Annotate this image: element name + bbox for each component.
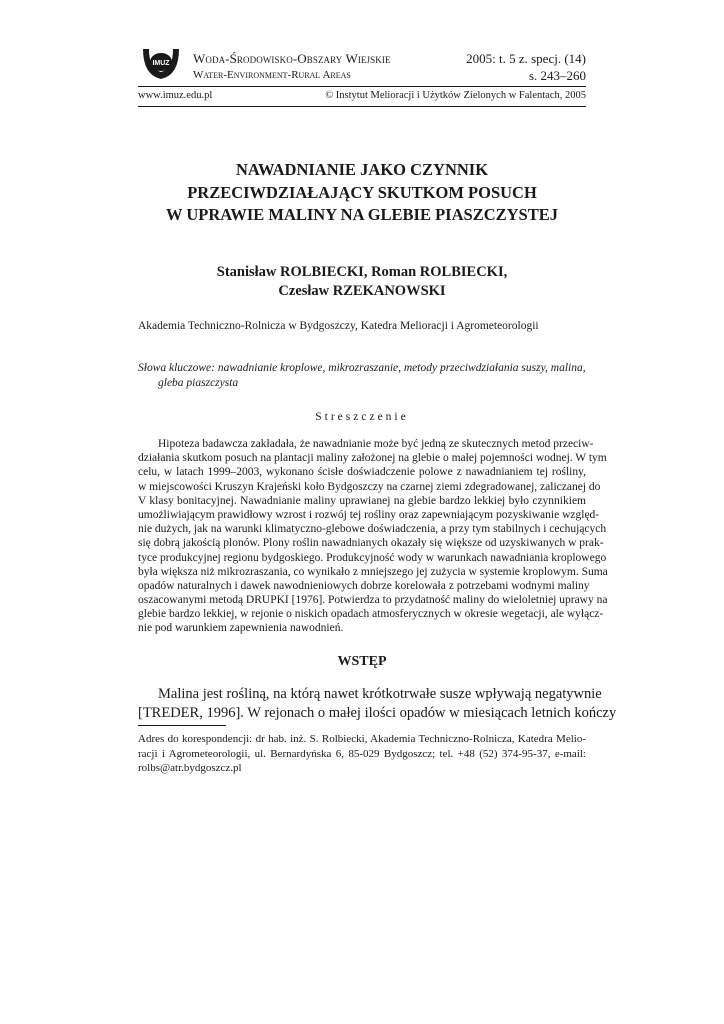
abstract-line: glebie bardzo lekkiej, w rejonie o niskich opadach atmosferycznych w okresie wegetacji, ale wyłącz- (138, 608, 604, 621)
abstract-line: Hipoteza badawcza zakładała, że nawadnianie może być jedną ze skutecznych metod przeciw- (158, 438, 594, 450)
article-title (138, 159, 586, 227)
abstract-line: nie pod warunkiem zapewnienia nawodnień. (138, 622, 344, 635)
keywords-line: gleba piaszczysta (158, 376, 239, 389)
copyright-notice: © Instytut Melioracji i Użytków Zielonych w Falentach, 2005 (325, 90, 586, 101)
abstract-line: w miejscowości Kruszyn Krajeński koło Bydgoszczy na czarnej ziemi zdegradowanej, zaliczanej do (138, 480, 601, 493)
intro-line: Malina jest rośliną, na którą nawet krótkotrwałe susze wpływają negatywnie (158, 686, 602, 702)
journal-title-polish: Woda-Środowisko-Obszary Wiejskie (193, 51, 391, 66)
title-line: W UPRAWIE MALINY NA GLEBIE PIASZCZYSTEJ (166, 205, 558, 224)
abstract-line: V klasy bonitacyjnej. Nawadnianie maliny uprawianej na glebie bardzo lekkiej było czynnikiem (138, 494, 586, 507)
abstract-line: tyce produkcyjnej regionu bydgoskiego. Produkcyjność wody w warunkach nawadniania kroplowego (138, 551, 607, 564)
intro-line: [TREDER, 1996]. W rejonach o małej ilości opadów w miesiącach letnich kończy (138, 705, 617, 721)
title-line: NAWADNIANIE JAKO CZYNNIK (235, 160, 489, 179)
authors-line: Czesław RZEKANOWSKI (278, 282, 446, 299)
abstract-line: oszacowanymi metodą DRUPKI [1976]. Potwierdza to przydatność maliny do wieloletniej uprawy na (138, 594, 608, 607)
affiliation: Akademia Techniczno-Rolnicza w Bydgoszczy, Katedra Melioracji i Agrometeorologii (138, 320, 539, 332)
abstract-line: była większa niż mikrozraszania, co wynikało z mniejszego jej zużycia w systemie kroplowym. Suma (138, 565, 608, 578)
journal-title-english: Water-Environment-Rural Areas (193, 69, 351, 81)
imuz-logo-icon (139, 45, 183, 83)
abstract-line: się dobrą jakością plonów. Plony roślin nawadnianych okazały się większe od uzyskiwanych w prak- (138, 537, 604, 550)
correspondence-footnote (138, 732, 586, 776)
footnote-line: Adres do korespondencji: dr hab. inż. S. Rolbiecki, Akademia Techniczno-Rolnicza, Katedra Melio- (138, 733, 586, 745)
intro-paragraph (138, 685, 617, 723)
keywords (138, 361, 586, 390)
footnote-rule (138, 725, 226, 726)
abstract-line: opadów naturalnych i dawek nawodnieniowych dobrze korelowała z potrzebami wodnymi maliny (138, 579, 590, 592)
abstract-heading: Streszczenie (315, 411, 409, 423)
issue-info: 2005: t. 5 z. specj. (14) (466, 51, 586, 66)
section-heading-intro: WSTĘP (337, 654, 387, 669)
authors (138, 263, 586, 300)
abstract-line: celu, w latach 1999–2003, wykonano ścisłe doświadczenie polowe z nawadnianiem tej rośliny, (138, 466, 586, 479)
header-rule-bottom (138, 106, 586, 107)
header-rule-top (138, 86, 586, 87)
title-line: PRZECIWDZIAŁAJĄCY SKUTKOM POSUCH (187, 182, 537, 202)
keywords-line: Słowa kluczowe: nawadnianie kroplowe, mikrozraszanie, metody przeciwdziałania suszy, malina, (138, 362, 586, 374)
footnote-line: racji i Agrometeorologii, ul. Bernardyńska 6, 85-029 Bydgoszcz; tel. +48 (52) 374-95-37, e-mail: (138, 747, 586, 760)
abstract-body (138, 437, 608, 636)
page-range: s. 243–260 (528, 68, 586, 83)
footnote-line: rolbs@atr.bydgoszcz.pl (138, 762, 242, 774)
abstract-line: nie dużych, jak na warunki klimatyczno-glebowe doświadczenia, a przy tym stabilnych i cechujących (138, 523, 607, 536)
abstract-line: działania skutkom posuch na plantacji maliny założonej na glebie o małej pojemności wodnej. W tym (138, 452, 607, 465)
authors-line: Stanisław ROLBIECKI, Roman ROLBIECKI, (216, 264, 508, 280)
journal-url[interactable]: www.imuz.edu.pl (138, 90, 213, 101)
logo-text: IMUZ (152, 60, 170, 67)
abstract-line: umożliwiającym prawidłowy wzrost i rozwój tej rośliny oraz zapewniającym pozyskiwanie względ- (138, 508, 600, 521)
